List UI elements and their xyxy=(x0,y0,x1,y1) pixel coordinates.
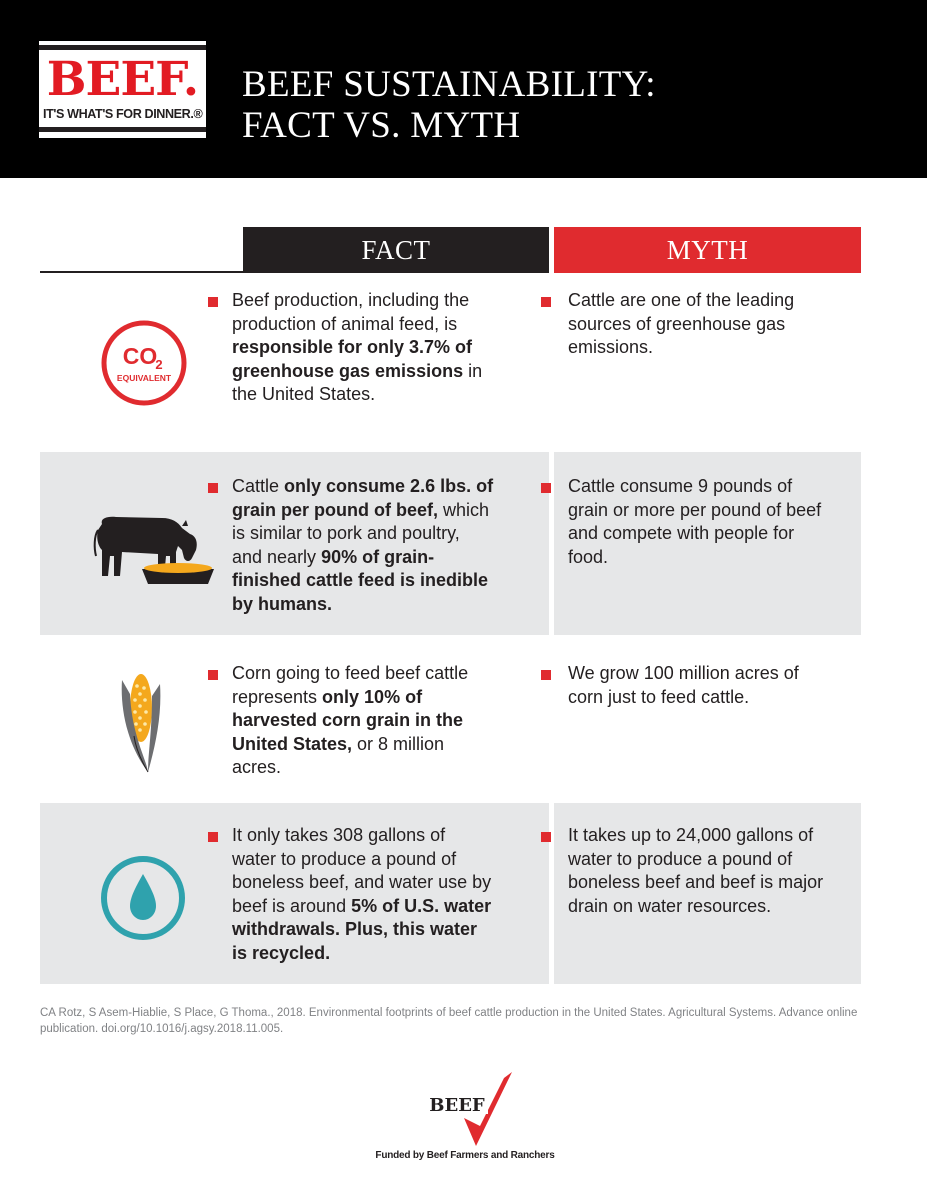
fact-text-run: It only takes 308 gallons of water to produce a pound of boneless beef, and water use by beef is around xyxy=(232,825,492,916)
fact-bullet xyxy=(208,832,218,842)
citation: CA Rotz, S Asem-Hiablie, S Place, G Thoma., 2018. Environmental footprints of beef cattle production in the United States. Agricultural Systems. Advance online publication. doi.org/10.1016/j.agsy.2018.11.005. xyxy=(40,1007,858,1035)
page-title xyxy=(242,64,656,146)
fact-text-run: Beef production, including the production of animal feed, is xyxy=(232,290,470,334)
fact-text-2 xyxy=(232,475,494,616)
fact-bullet xyxy=(208,483,218,493)
co2-equivalent-icon xyxy=(100,319,188,407)
myth-text-2: Cattle consume 9 pounds of grain or more per pound of beef and compete with people for food. xyxy=(568,476,822,567)
bold-fact-text: 5% of U.S. water withdrawals. Plus, this water is recycled. xyxy=(232,895,492,963)
myth-column-header: MYTH xyxy=(554,227,861,273)
myth-bullet xyxy=(541,832,551,842)
myth-bullet xyxy=(541,670,551,680)
bold-fact-text: only 10% of harvested corn grain in the United States, xyxy=(232,686,464,754)
fact-text-run: or 8 million acres. xyxy=(232,733,445,777)
co2-subscript: 2 xyxy=(155,357,163,372)
fact-text-run: Corn going to feed beef cattle represents xyxy=(232,663,469,707)
logo-top-stripe xyxy=(39,45,206,50)
title-line-2: FACT VS. MYTH xyxy=(242,105,521,146)
corn-icon xyxy=(118,666,164,776)
cow-eating-icon xyxy=(92,512,217,588)
bold-fact-text: 90% of grain-finished cattle feed is inedible by humans. xyxy=(232,546,489,614)
funded-by-text: Funded by Beef Farmers and Ranchers xyxy=(375,1150,555,1161)
fact-text-run: Cattle xyxy=(232,476,285,496)
fact-column-header: FACT xyxy=(243,227,549,273)
footer-logo-text: BEEF xyxy=(429,1095,485,1116)
bold-fact-text: responsible for only 3.7% of greenhouse gas emissions xyxy=(232,337,473,381)
beef-checkoff-logo xyxy=(424,1070,524,1150)
title-line-1: BEEF SUSTAINABILITY: xyxy=(242,64,656,105)
myth-bullet xyxy=(541,297,551,307)
fact-bullet xyxy=(208,670,218,680)
co2-equivalent-label: EQUIVALENT xyxy=(116,373,172,383)
beef-logo xyxy=(39,41,206,138)
logo-tagline: IT'S WHAT'S FOR DINNER.® xyxy=(43,107,203,121)
fact-text-run: in the United States. xyxy=(232,360,483,404)
bold-fact-text: only consume 2.6 lbs. of grain per pound of beef, xyxy=(232,476,494,520)
fact-text-4 xyxy=(232,824,494,965)
logo-brand-text: BEEF. xyxy=(46,52,199,107)
myth-bullet xyxy=(541,483,551,493)
header-banner xyxy=(0,0,927,178)
myth-text-1: Cattle are one of the leading sources of greenhouse gas emissions. xyxy=(568,290,795,357)
water-drop-icon xyxy=(99,854,187,942)
logo-bottom-stripe xyxy=(39,127,206,132)
myth-text-4: It takes up to 24,000 gallons of water to produce a pound of boneless beef and beef is major drain on water resources. xyxy=(568,825,824,916)
fact-text-1 xyxy=(232,289,494,407)
fact-text-run: which is similar to pork and poultry, and nearly xyxy=(232,499,490,567)
myth-text-3: We grow 100 million acres of corn just to feed cattle. xyxy=(568,663,799,707)
fact-bullet xyxy=(208,297,218,307)
fact-text-3 xyxy=(232,662,494,780)
co2-label: CO xyxy=(122,343,158,369)
